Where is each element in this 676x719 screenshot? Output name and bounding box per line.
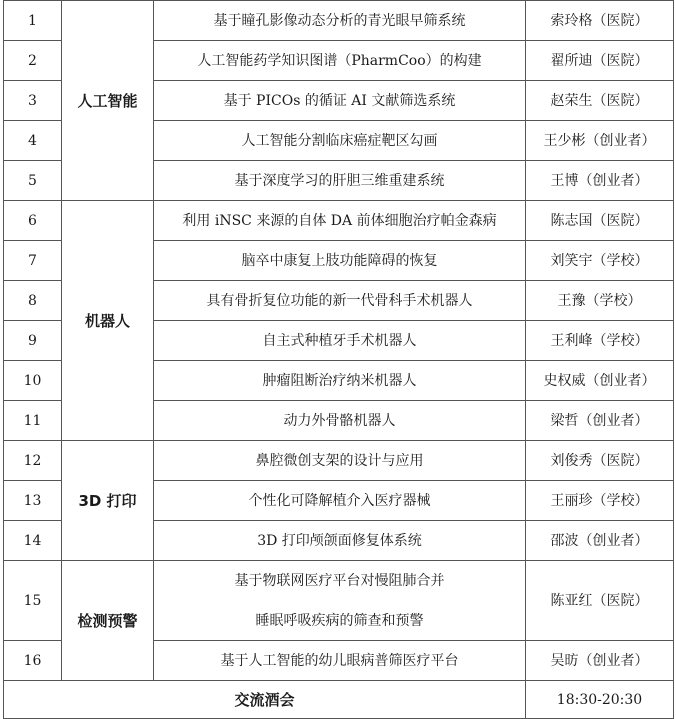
presenter: 王利峰（学校） xyxy=(526,321,674,361)
presenter: 赵荣生（医院） xyxy=(526,81,674,121)
presenter: 梁哲（创业者） xyxy=(526,401,674,441)
footer-row xyxy=(4,681,674,719)
project-title xyxy=(154,561,526,641)
presenter: 陈志国（医院） xyxy=(526,201,674,241)
presenter: 刘俊秀（医院） xyxy=(526,441,674,481)
presenter: 王豫（学校） xyxy=(526,281,674,321)
project-title xyxy=(154,521,526,561)
row-number: 13 xyxy=(4,481,62,521)
project-title-line: 基于物联网医疗平台对慢阻肺合并 xyxy=(234,572,445,589)
schedule-body xyxy=(4,1,674,681)
row-number: 9 xyxy=(4,321,62,361)
category-label: 检测预警 xyxy=(62,561,154,681)
table-row xyxy=(4,201,674,241)
project-title xyxy=(154,361,526,401)
row-number: 10 xyxy=(4,361,62,401)
project-title-line: 基于深度学习的肝胆三维重建系统 xyxy=(234,172,445,189)
footer-time: 18:30-20:30 xyxy=(526,681,674,719)
project-title-line: 动力外骨骼机器人 xyxy=(283,412,396,429)
project-title xyxy=(154,481,526,521)
footer-label: 交流酒会 xyxy=(4,681,526,719)
project-title xyxy=(154,41,526,81)
project-title-line: 利用 iNSC 来源的自体 DA 前体细胞治疗帕金森病 xyxy=(182,212,497,229)
table-row xyxy=(4,441,674,481)
presenter: 吴昉（创业者） xyxy=(526,641,674,681)
row-number: 3 xyxy=(4,81,62,121)
presenter: 索玲格（医院） xyxy=(526,1,674,41)
project-title-line: 具有骨折复位功能的新一代骨科手术机器人 xyxy=(206,292,473,309)
project-title-line: 肿瘤阻断治疗纳米机器人 xyxy=(262,372,417,389)
project-title xyxy=(154,281,526,321)
row-number: 1 xyxy=(4,1,62,41)
table-row xyxy=(4,1,674,41)
presenter: 刘笑宇（学校） xyxy=(526,241,674,281)
project-title-line: 自主式种植牙手术机器人 xyxy=(262,332,417,349)
presenter: 史权威（创业者） xyxy=(526,361,674,401)
project-title-line: 鼻腔微创支架的设计与应用 xyxy=(255,452,424,469)
project-title-line: 基于人工智能的幼儿眼病普筛医疗平台 xyxy=(220,652,459,669)
row-number: 8 xyxy=(4,281,62,321)
row-number: 4 xyxy=(4,121,62,161)
row-number: 15 xyxy=(4,561,62,641)
project-title xyxy=(154,441,526,481)
category-label: 机器人 xyxy=(62,201,154,441)
row-number: 16 xyxy=(4,641,62,681)
row-number: 14 xyxy=(4,521,62,561)
presenter: 王丽珍（学校） xyxy=(526,481,674,521)
row-number: 6 xyxy=(4,201,62,241)
project-title-line: 3D 打印颅颌面修复体系统 xyxy=(257,532,422,549)
presenter: 王少彬（创业者） xyxy=(526,121,674,161)
project-title-line: 人工智能分割临床癌症靶区勾画 xyxy=(241,132,438,149)
project-title-line: 脑卒中康复上肢功能障碍的恢复 xyxy=(241,252,438,269)
project-title-line: 基于瞳孔影像动态分析的青光眼早筛系统 xyxy=(213,12,466,29)
project-title-line: 个性化可降解植介入医疗器械 xyxy=(248,492,431,509)
table-row xyxy=(4,561,674,641)
presenter: 陈亚红（医院） xyxy=(526,561,674,641)
project-title-line: 睡眠呼吸疾病的筛查和预警 xyxy=(255,612,424,629)
project-title xyxy=(154,81,526,121)
presenter: 翟所迪（医院） xyxy=(526,41,674,81)
row-number: 2 xyxy=(4,41,62,81)
project-title xyxy=(154,241,526,281)
row-number: 11 xyxy=(4,401,62,441)
presenter: 邵波（创业者） xyxy=(526,521,674,561)
project-title xyxy=(154,401,526,441)
presenter: 王博（创业者） xyxy=(526,161,674,201)
category-label: 人工智能 xyxy=(62,1,154,201)
project-title xyxy=(154,161,526,201)
project-title xyxy=(154,641,526,681)
category-label: 3D 打印 xyxy=(62,441,154,561)
project-title xyxy=(154,121,526,161)
project-title xyxy=(154,1,526,41)
row-number: 12 xyxy=(4,441,62,481)
project-title xyxy=(154,321,526,361)
row-number: 7 xyxy=(4,241,62,281)
project-title-line: 基于 PICOs 的循证 AI 文献筛选系统 xyxy=(223,92,456,109)
row-number: 5 xyxy=(4,161,62,201)
project-title-line: 人工智能药学知识图谱（PharmCoo）的构建 xyxy=(197,52,482,69)
project-title xyxy=(154,201,526,241)
schedule-table xyxy=(3,0,674,719)
